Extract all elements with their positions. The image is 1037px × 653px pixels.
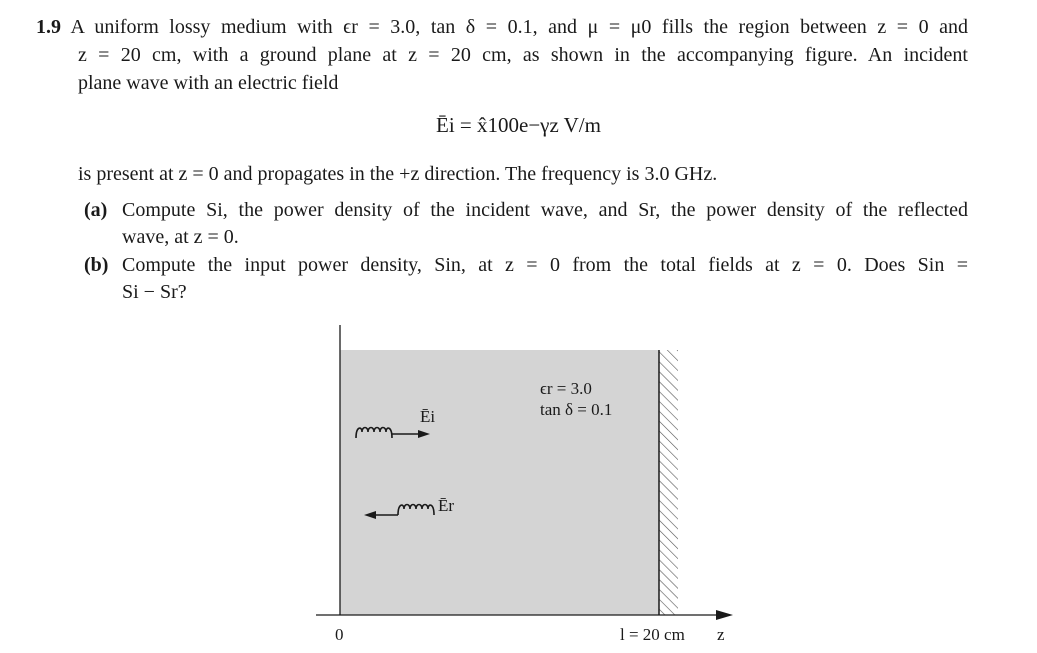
problem-text-line-2: z = 20 cm, with a ground plane at z = 20 cm, as shown in the accompanying figure. An incident <box>78 44 968 66</box>
length-label: l = 20 cm <box>620 625 685 644</box>
part-a-marker: (a) <box>84 199 108 221</box>
problem-text-line-3: plane wave with an electric field <box>78 72 339 94</box>
z-axis-arrowhead <box>716 610 733 620</box>
z-axis-label: z <box>717 625 725 644</box>
part-b-line-2: Si − Sr? <box>122 281 187 303</box>
part-a-line-2: wave, at z = 0. <box>122 226 239 248</box>
loss-tangent-label: tan δ = 0.1 <box>540 400 613 419</box>
problem-text-line-4: is present at z = 0 and propagates in the +z direction. The frequency is 3.0 GHz. <box>78 163 718 185</box>
part-a-line-1: Compute Si, the power density of the incident wave, and Sr, the power density of the reflected <box>122 199 968 221</box>
problem-number: 1.9 <box>36 16 61 38</box>
ground-plane-hatch <box>659 350 678 615</box>
incident-field-equation: Ēi = x̂100e−γz V/m <box>436 113 601 137</box>
part-b-line-1: Compute the input power density, Sin, at z = 0 from the total fields at z = 0. Does Sin = <box>122 254 968 276</box>
problem-text-line-1: A uniform lossy medium with ϵr = 3.0, tan δ = 0.1, and μ = μ0 fills the region between z = 0 and <box>70 16 969 38</box>
incident-field-label: Ēi <box>420 407 436 426</box>
permittivity-label: ϵr = 3.0 <box>540 379 592 398</box>
lossy-medium-region <box>340 350 659 615</box>
origin-label: 0 <box>335 625 344 644</box>
part-b-marker: (b) <box>84 254 109 276</box>
reflected-field-label: Ēr <box>438 496 455 515</box>
